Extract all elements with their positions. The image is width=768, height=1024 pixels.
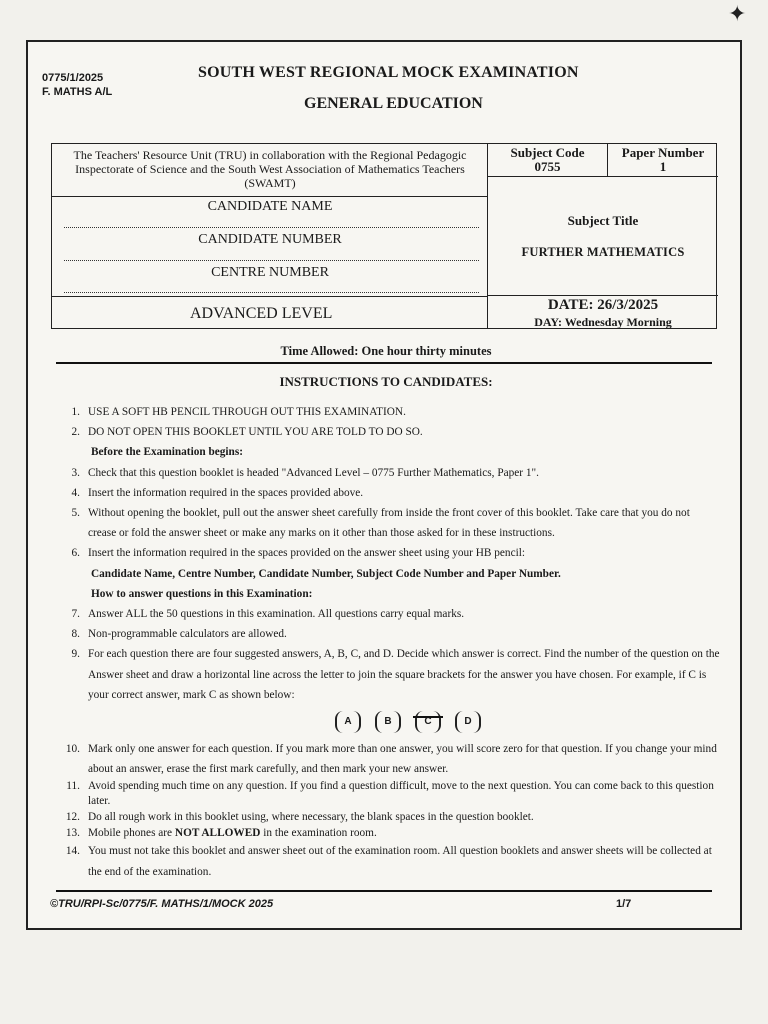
paper-number-label: Paper Number <box>621 145 705 160</box>
time-allowed: Time Allowed: One hour thirty minutes <box>280 344 492 358</box>
subject-code-value: 0755 <box>534 159 561 174</box>
exam-day: DAY: Wednesday Morning <box>534 315 672 329</box>
exam-title: SOUTH WEST REGIONAL MOCK EXAMINATION <box>198 64 579 81</box>
choice-c-marked: C <box>415 711 441 733</box>
divider <box>52 196 488 197</box>
how-to-answer-heading: How to answer questions in this Examination: <box>91 587 313 600</box>
subject-code-label: Subject Code <box>510 145 585 160</box>
list-item: 3. Check that this question booklet is headed "Advanced Level – 0775 Further Mathematics, Paper 1". <box>71 466 539 479</box>
subject-title-label: Subject Title <box>567 213 639 228</box>
candidate-info-left <box>52 144 488 328</box>
list-item: 10. Mark only one answer for each question. If you mark more than one answer, you will score zero for that question. If you change your mind about an answer, erase the first mark carefully, and then mark your new answer. <box>65 743 717 776</box>
list-item: 7. Answer ALL the 50 questions in this examination. All questions carry equal marks. <box>71 608 465 621</box>
choice-b: B <box>375 711 401 733</box>
centre-number-label: CENTRE NUMBER <box>211 265 329 280</box>
exam-cover-page <box>26 40 742 930</box>
corner-scribble-icon: ✦ <box>728 1 747 26</box>
list-item: 8. Non-programmable calculators are allowed. <box>71 628 287 641</box>
choice-d: D <box>455 711 481 733</box>
paper-code-subject: F. MATHS A/L <box>42 86 113 98</box>
level-row <box>52 296 488 331</box>
tru-statement: The Teachers' Resource Unit (TRU) in collaboration with the Regional Pedagogic Inspectorate of Science and the South West Association of Mathematics Teachers (SWAMT) <box>73 148 467 190</box>
page-number: 1/7 <box>616 898 632 910</box>
required-fields-line: Candidate Name, Centre Number, Candidate Number, Subject Code Number and Paper Number. <box>91 567 561 580</box>
paper-code-number: 0775/1/2025 <box>42 72 104 84</box>
list-item: 4. Insert the information required in the spaces provided above. <box>71 486 364 499</box>
choice-a: A <box>335 711 361 733</box>
list-item: 12. Do all rough work in this booklet using, where necessary, the blank spaces in the question booklet. <box>65 811 534 824</box>
footer-rule <box>56 890 712 892</box>
list-item: 11. Avoid spending much time on any question. If you find a question difficult, move to the next question. You can come back to this question later. <box>66 780 714 808</box>
footer-reference: ©TRU/RPI-Sc/0775/F. MATHS/1/MOCK 2025 <box>50 898 274 910</box>
paper-number-value: 1 <box>659 159 667 174</box>
candidate-number-field[interactable] <box>64 260 479 261</box>
list-item: 2. DO NOT OPEN THIS BOOKLET UNTIL YOU ARE TOLD TO DO SO. <box>71 426 423 439</box>
subject-title-cell <box>488 177 718 296</box>
list-item: 9. For each question there are four suggested answers, A, B, C, and D. Decide which answer is correct. Find the number of the question on the Answer sheet and draw a horizontal line across the letter to join the square brackets for the answer you have chosen. For example, if C is your correct answer, mark C as shown below: <box>71 648 720 701</box>
list-item: 5. Without opening the booklet, pull out the answer sheet carefully from inside the front cover of this booklet. Take care that you do not crease or fold the answer sheet or make any marks on it other than those asked for in these instructions. <box>71 507 690 540</box>
level-label: ADVANCED LEVEL <box>190 305 333 322</box>
exam-subtitle: GENERAL EDUCATION <box>304 95 483 112</box>
subject-title-value: FURTHER MATHEMATICS <box>521 245 685 259</box>
date-cell <box>488 296 718 330</box>
paper-number-cell <box>608 144 718 177</box>
candidate-name-label: CANDIDATE NAME <box>207 199 333 214</box>
centre-number-field[interactable] <box>64 292 479 293</box>
list-item: 14. You must not take this booklet and answer sheet out of the examination room. All question booklets and answer sheets will be collected at the end of the examination. <box>65 845 712 878</box>
list-item: 6. Insert the information required in the spaces provided on the answer sheet using your HB pencil: <box>71 547 526 560</box>
paper-code <box>42 71 112 99</box>
before-exam-heading: Before the Examination begins: <box>91 446 243 459</box>
instructions-list <box>56 402 720 882</box>
candidate-name-field[interactable] <box>64 227 479 228</box>
candidate-info-table <box>51 143 717 329</box>
list-item: 1. USE A SOFT HB PENCIL THROUGH OUT THIS EXAMINATION. <box>71 406 406 418</box>
instructions-title: INSTRUCTIONS TO CANDIDATES: <box>279 374 493 389</box>
candidate-number-label: CANDIDATE NUMBER <box>198 232 342 247</box>
list-item: 13. Mobile phones are NOT ALLOWED in the examination room. <box>65 827 377 840</box>
answer-example <box>56 705 720 739</box>
divider-rule <box>56 362 712 364</box>
subject-code-cell <box>488 144 608 177</box>
exam-date: DATE: 26/3/2025 <box>547 297 659 313</box>
